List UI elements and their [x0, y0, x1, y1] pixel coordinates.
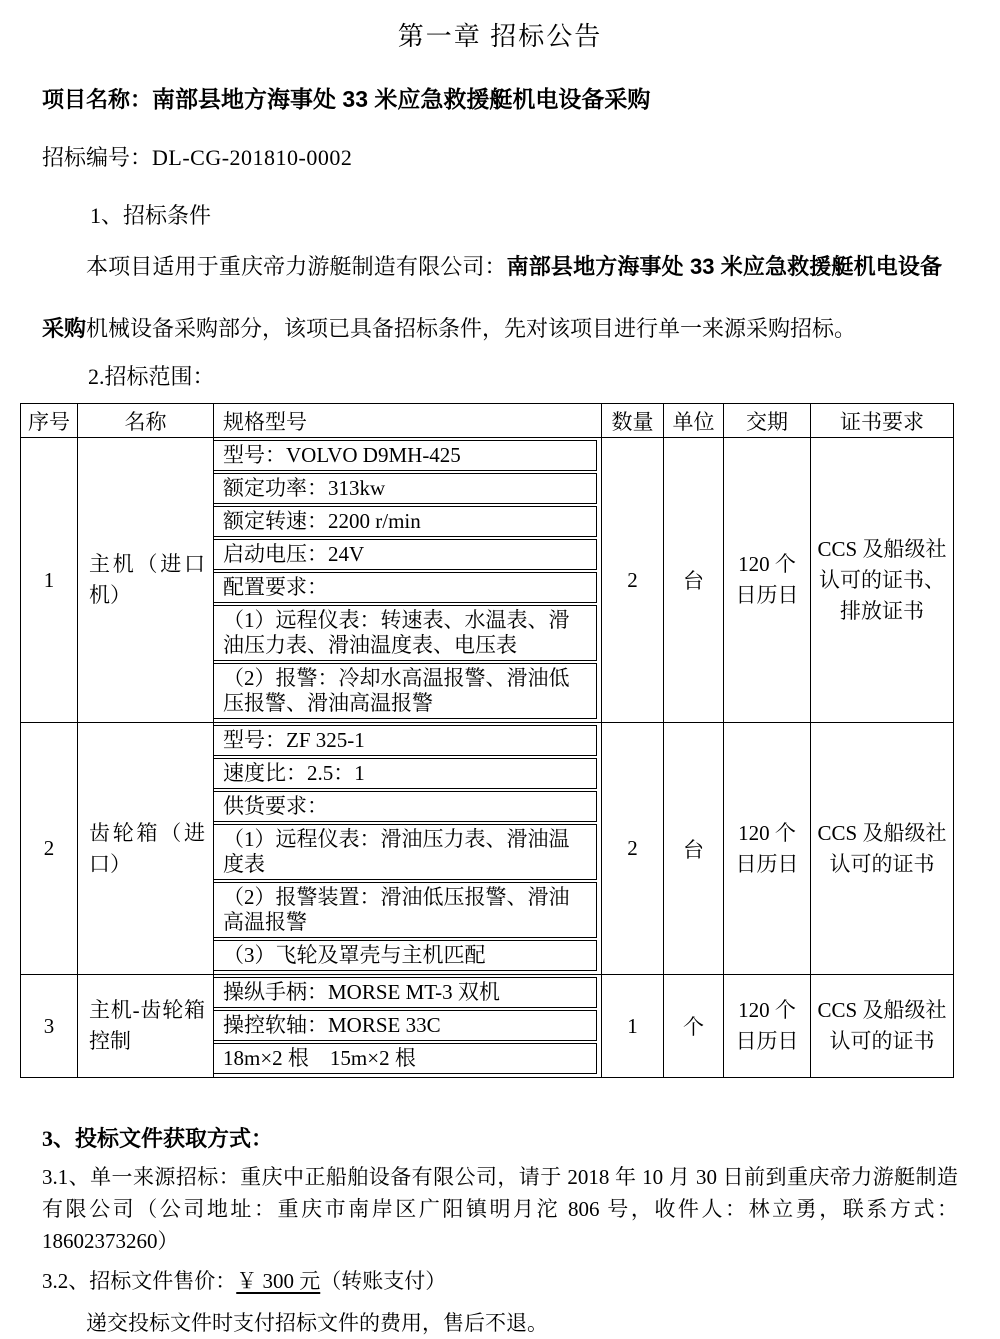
- clause-3-2-label: 3.2、招标文件售价：: [42, 1269, 237, 1293]
- project-name-value: 南部县地方海事处 33 米应急救援艇机电设备采购: [152, 86, 651, 112]
- clause-3-2-suffix: （转账支付）: [320, 1269, 447, 1293]
- bid-number-value: DL-CG-201810-0002: [152, 145, 353, 170]
- unit-cell: 台: [664, 438, 724, 723]
- spec-item: （2）报警：冷却水高温报警、滑油低压报警、滑油高温报警: [214, 663, 597, 719]
- col-header-unit: 单位: [664, 404, 724, 438]
- row-index-cell: 2: [21, 723, 78, 975]
- paragraph-normal-text: 本项目适用于重庆帝力游艇制造有限公司：: [86, 254, 507, 279]
- payment-note: 递交投标文件时支付招标文件的费用，售后不退。: [86, 1311, 548, 1335]
- bid-number-line: [42, 141, 958, 172]
- quantity-cell: 2: [602, 438, 664, 723]
- row-index-cell: 3: [21, 975, 78, 1078]
- table-row: [21, 975, 954, 1078]
- bid-number-label: 招标编号：: [42, 145, 153, 170]
- item-name-cell: 主机-齿轮箱控制: [78, 975, 214, 1078]
- spec-item: 供货要求：: [214, 791, 597, 822]
- spec-item: 配置要求：: [214, 572, 597, 603]
- spec-item: 速度比：2.5：1: [214, 758, 597, 789]
- paragraph-normal-text-2: 机械设备采购部分，该项已具备招标条件，先对该项目进行单一来源采购招标。: [86, 316, 857, 341]
- col-header-delivery: 交期: [724, 404, 811, 438]
- project-name-line: [42, 81, 958, 114]
- delivery-cell: 120 个日历日: [724, 723, 811, 975]
- spec-cell: [214, 723, 602, 975]
- table-row: [21, 723, 954, 975]
- col-header-qty: 数量: [602, 404, 664, 438]
- spec-item: （2）报警装置：滑油低压报警、滑油高温报警: [214, 882, 597, 938]
- table-row: [21, 438, 954, 723]
- unit-cell: 个: [664, 975, 724, 1078]
- item-name-cell: 齿轮箱（进口）: [78, 723, 214, 975]
- section-3-heading: 3、投标文件获取方式：: [42, 1126, 274, 1151]
- col-header-certificate: 证书要求: [811, 404, 954, 438]
- col-header-index: 序号: [21, 404, 78, 438]
- paragraph-bold-project-name: 南部县地方海事处 33 米应急救援艇机电设备采购: [42, 254, 942, 341]
- certificate-cell: CCS 及船级社认可的证书: [811, 975, 954, 1078]
- spec-cell: [214, 438, 602, 723]
- section-1-heading: 1、招标条件: [90, 203, 212, 228]
- chapter-title: 第一章 招标公告: [397, 22, 603, 51]
- spec-item: （1）远程仪表：滑油压力表、滑油温度表: [214, 824, 597, 880]
- price-underlined: ￥ 300 元: [236, 1269, 321, 1293]
- col-header-spec: 规格型号: [214, 404, 602, 438]
- spec-cell: [214, 975, 602, 1078]
- spec-item: 操纵手柄：MORSE MT-3 双机: [214, 977, 597, 1008]
- table-header-row: [21, 404, 954, 438]
- spec-item: 型号：VOLVO D9MH-425: [214, 440, 597, 471]
- row-index-cell: 1: [21, 438, 78, 723]
- spec-item: （3）飞轮及罩壳与主机匹配: [214, 940, 597, 971]
- delivery-cell: 120 个日历日: [724, 438, 811, 723]
- spec-item: （1）远程仪表：转速表、水温表、滑油压力表、滑油温度表、电压表: [214, 605, 597, 661]
- quantity-cell: 1: [602, 975, 664, 1078]
- spec-item: 启动电压：24V: [214, 539, 597, 570]
- spec-item: 额定功率：313kw: [214, 473, 597, 504]
- quantity-cell: 2: [602, 723, 664, 975]
- spec-item: 额定转速：2200 r/min: [214, 506, 597, 537]
- project-name-label: 项目名称：: [42, 87, 153, 112]
- spec-item: 18m×2 根 15m×2 根: [214, 1043, 597, 1074]
- delivery-cell: 120 个日历日: [724, 975, 811, 1078]
- clause-3-2: [42, 1265, 958, 1297]
- spec-item: 型号：ZF 325-1: [214, 725, 597, 756]
- unit-cell: 台: [664, 723, 724, 975]
- certificate-cell: CCS 及船级社认可的证书: [811, 723, 954, 975]
- bid-scope-table: [20, 403, 954, 1078]
- clause-3-1: 3.1、单一来源招标：重庆中正船舶设备有限公司，请于 2018 年 10 月 30 日前到重庆帝力游艇制造有限公司（公司地址：重庆市南岸区广阳镇明月沱 806 号，收件人：林立勇，联系方式：18602373260）: [42, 1165, 958, 1253]
- item-name-cell: 主机（进口机）: [78, 438, 214, 723]
- spec-item: 操控软轴：MORSE 33C: [214, 1010, 597, 1041]
- col-header-name: 名称: [78, 404, 214, 438]
- section-1-paragraph: [42, 236, 942, 360]
- bid-scope-heading: 2.招标范围：: [88, 364, 215, 389]
- certificate-cell: CCS 及船级社认可的证书、排放证书: [811, 438, 954, 723]
